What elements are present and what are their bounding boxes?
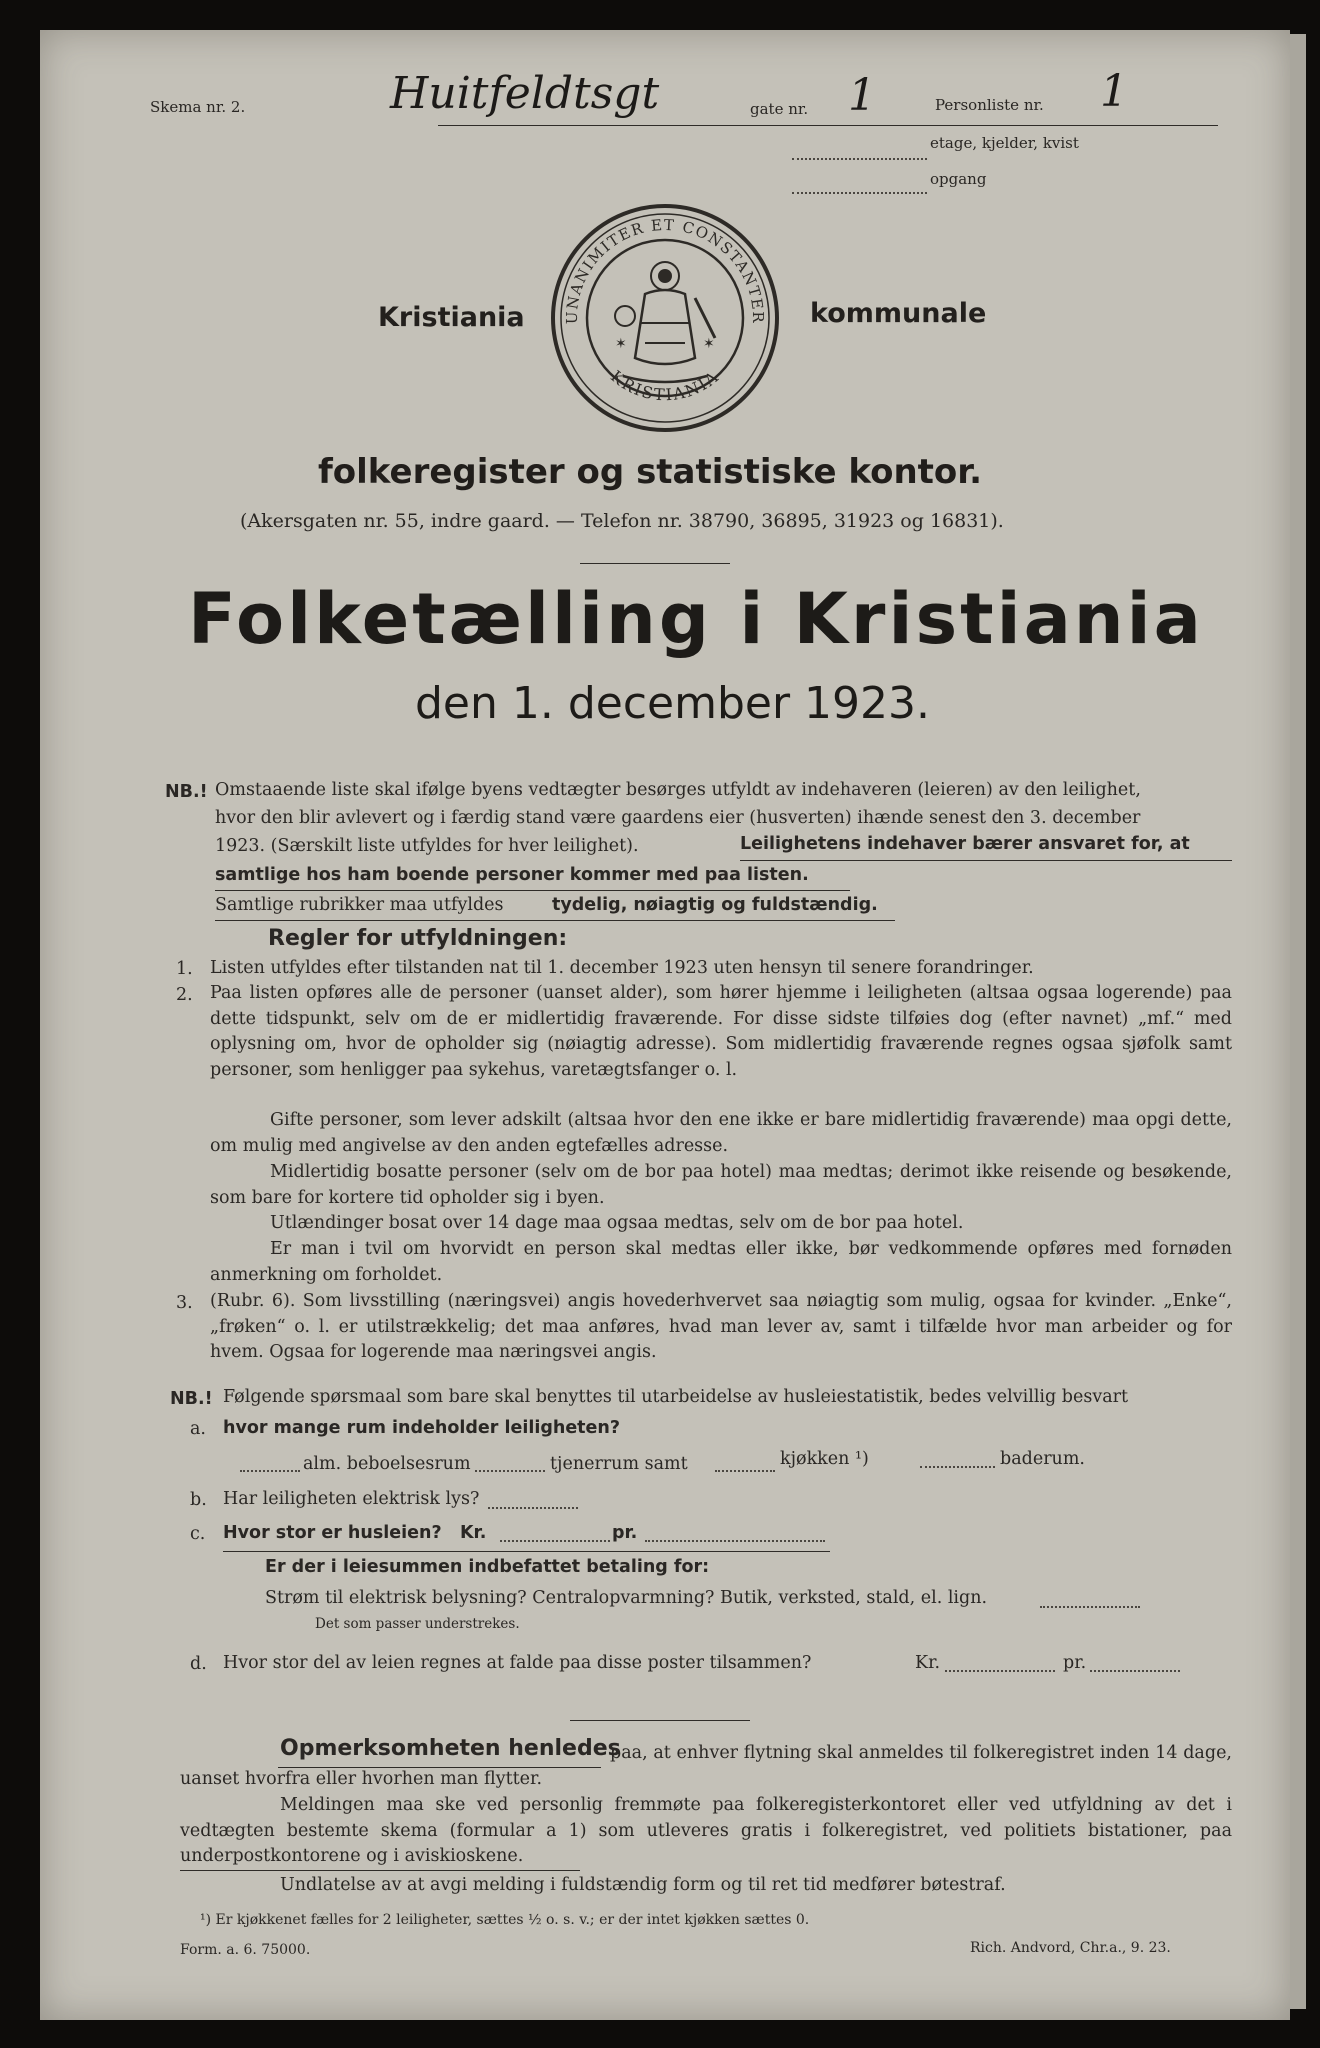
husleie-kr-label: Kr. bbox=[460, 1523, 487, 1543]
personliste-label: Personliste nr. bbox=[935, 96, 1044, 114]
svg-text:KRISTIANIA bbox=[607, 367, 723, 405]
rule-3-text: (Rubr. 6). Som livsstilling (næringsvei) angis hovederhvervet saa nøiagtig som mulig, ogsaa for kvinder. „Enke“, „frøken“ o. l. er utilstrækkelig; det maa anføres, hvad man lever av, samt i tilfælde hvor man arbeider og for hvem. Ogsaa for logerende maa næringsvei angis. bbox=[210, 1291, 1232, 1362]
question-c-items: Strøm til elektrisk belysning? Centralopvarmning? Butik, verksted, stald, el. lign. bbox=[265, 1588, 988, 1608]
nb1-label: NB.! bbox=[165, 782, 208, 802]
question-b-label: b. bbox=[190, 1490, 207, 1510]
nb1-underline-3 bbox=[215, 920, 895, 921]
opgang-label: opgang bbox=[930, 170, 987, 188]
husleie-pr-field[interactable] bbox=[645, 1540, 825, 1542]
header-underline bbox=[438, 125, 1218, 126]
street-name-handwritten: Huitfeldtsgt bbox=[390, 68, 660, 119]
etage-field[interactable] bbox=[792, 158, 927, 160]
question-c-text: Hvor stor er husleien? bbox=[223, 1523, 442, 1543]
nb2-intro: Følgende spørsmaal som bare skal benyttes til utarbeidelse av husleiestatistik, bedes velvillig besvart bbox=[223, 1387, 1129, 1407]
rule-1-number: 1. bbox=[176, 959, 193, 979]
rule-2-paragraph-3: Midlertidig bosatte personer (selv om de bor paa hotel) maa medtas; derimot ikke reisende og besøkende, som bare for kortere tid opholder sig i byen. bbox=[210, 1162, 1232, 1208]
skema-number: Skema nr. 2. bbox=[150, 98, 246, 116]
nb1-underline-2 bbox=[215, 890, 850, 891]
question-d-text: Hvor stor del av leien regnes at falde paa disse poster tilsammen? bbox=[223, 1653, 812, 1673]
nb1-line2: hvor den blir avlevert og i færdig stand være gaardens eier (husverten) ihænde senest den 3. december bbox=[215, 808, 1141, 828]
rule-1-text: Listen utfyldes efter tilstanden nat til 1. december 1923 uten hensyn til senere forandringer. bbox=[210, 958, 1034, 978]
kjokken-field[interactable] bbox=[715, 1470, 775, 1472]
footnote: ¹) Er kjøkkenet fælles for 2 leiligheter, sættes ½ o. s. v.; er der intet kjøkken sættes 0. bbox=[200, 1912, 810, 1928]
kjokken-label: kjøkken ¹) bbox=[780, 1449, 869, 1469]
rule-2-paragraph-4: Utlændinger bosat over 14 dage maa ogsaa medtas, selv om de bor paa hotel. bbox=[270, 1213, 964, 1233]
seal-ring-top-text: UNANIMITER ET CONSTANTER bbox=[562, 215, 768, 325]
title-main: Folketælling i Kristiania bbox=[188, 578, 1204, 660]
notice-underline bbox=[180, 1870, 580, 1871]
question-d-label: d. bbox=[190, 1654, 207, 1674]
husleie-pr-label: pr. bbox=[612, 1523, 638, 1543]
question-b-text: Har leiligheten elektrisk lys? bbox=[223, 1489, 480, 1509]
beboelsesrum-label: alm. beboelsesrum bbox=[303, 1454, 471, 1474]
question-a-text: hvor mange rum indeholder leiligheten? bbox=[223, 1418, 621, 1438]
nb1-line4: samtlige hos ham boende personer kommer med paa listen. bbox=[215, 865, 809, 885]
notice-paragraph-1: paa, at enhver flytning skal anmeldes til folkeregistret inden 14 dage, uanset hvorfra eller hvorhen man flytter. bbox=[180, 1743, 1232, 1789]
kommunale-word: kommunale bbox=[810, 298, 987, 329]
kristiania-seal-icon bbox=[545, 198, 785, 438]
rule-2-paragraph-2: Gifte personer, som lever adskilt (altsaa hvor den ene ikke er bare midlertidig fraværende) maa opgi dette, om mulig med angivelse av den anden egtefælles adresse. bbox=[210, 1110, 1232, 1156]
baderum-field[interactable] bbox=[920, 1466, 995, 1468]
nb1-line5b: tydelig, nøiagtig og fuldstændig. bbox=[552, 895, 878, 915]
kristiania-word: Kristiania bbox=[378, 302, 525, 333]
elektrisk-lys-field[interactable] bbox=[488, 1507, 578, 1509]
rule-2-paragraph-1: Paa listen opføres alle de personer (uanset alder), som hører hjemme i leiligheten (altsaa ogsaa logerende) paa dette tidspunkt, selv om de er midlertidig fraværende. For disse sidste tilføies dog (efter navnet) „mf.“ med oplysning om, hvor de opholder sig (nøiagtig adresse). Som midlertidig fraværende regnes ogsaa sjøfolk samt personer, som henligger paa sykehus, varetægtsfanger o. l. bbox=[210, 983, 1232, 1080]
tjenerrum-label: tjenerrum samt bbox=[550, 1454, 688, 1474]
d-kr-label: Kr. bbox=[915, 1653, 941, 1673]
opgang-field[interactable] bbox=[792, 192, 927, 194]
census-form-sheet bbox=[40, 30, 1290, 2020]
question-c-subheading: Er der i leiesummen indbefattet betaling for: bbox=[265, 1557, 710, 1577]
notice-heading: Opmerksomheten henledes bbox=[280, 1736, 621, 1761]
notice-paragraph-2: Meldingen maa ske ved personlig fremmøte paa folkeregisterkontoret eller ved utfyldning av det i vedtægten bestemte skema (formular a 1) som utleveres gratis i folkeregistret, ved politiets bistationer, paa underpostkontorene og i aviskioskene. bbox=[180, 1795, 1232, 1866]
d-kr-field[interactable] bbox=[945, 1670, 1055, 1672]
other-field[interactable] bbox=[1040, 1606, 1140, 1608]
nb1-line3a: 1923. (Særskilt liste utfyldes for hver leilighet). bbox=[215, 836, 639, 856]
baderum-label: baderum. bbox=[1000, 1449, 1085, 1469]
seal-ring-bottom-text: KRISTIANIA bbox=[607, 366, 723, 405]
svg-text:✶: ✶ bbox=[703, 336, 715, 352]
gate-label: gate nr. bbox=[750, 100, 809, 118]
nb1-line1: Omstaaende liste skal ifølge byens vedtægter besørges utfyldt av indehaveren (leieren) av den leilighet, bbox=[215, 780, 1141, 800]
nb1-line5a: Samtlige rubrikker maa utfyldes bbox=[215, 895, 504, 915]
tjenerrum-field[interactable] bbox=[475, 1470, 545, 1472]
title-date: den 1. december 1923. bbox=[415, 678, 931, 729]
etage-label: etage, kjelder, kvist bbox=[930, 134, 1079, 152]
office-divider bbox=[580, 563, 730, 564]
question-c-underline bbox=[223, 1551, 830, 1552]
husleie-kr-field[interactable] bbox=[500, 1540, 610, 1542]
form-number: Form. a. 6. 75000. bbox=[180, 1942, 311, 1958]
nb1-underline-1 bbox=[740, 860, 1232, 861]
printer-credit: Rich. Andvord, Chr.a., 9. 23. bbox=[970, 1940, 1171, 1956]
personliste-number: 1 bbox=[1100, 66, 1128, 117]
section-divider bbox=[570, 1720, 750, 1721]
question-a-label: a. bbox=[190, 1419, 206, 1439]
rule-3-number: 3. bbox=[176, 1293, 193, 1313]
d-pr-label: pr. bbox=[1063, 1653, 1087, 1673]
svg-text:✶: ✶ bbox=[615, 336, 627, 352]
rule-2-number: 2. bbox=[176, 985, 193, 1005]
nb2-label: NB.! bbox=[170, 1389, 213, 1409]
d-pr-field[interactable] bbox=[1090, 1670, 1180, 1672]
nb1-line3b: Leilighetens indehaver bærer ansvaret for, at bbox=[740, 834, 1190, 854]
question-c-note: Det som passer understrekes. bbox=[315, 1616, 520, 1632]
rules-heading: Regler for utfyldningen: bbox=[268, 926, 568, 951]
beboelsesrum-field[interactable] bbox=[240, 1470, 300, 1472]
office-name: folkeregister og statistiske kontor. bbox=[318, 452, 983, 492]
office-address: (Akersgaten nr. 55, indre gaard. — Telefon nr. 38790, 36895, 31923 og 16831). bbox=[240, 510, 1004, 532]
question-c-label: c. bbox=[190, 1524, 206, 1544]
notice-paragraph-3: Undlatelse av at avgi melding i fuldstændig form og til ret tid medfører bøtestraf. bbox=[280, 1875, 1006, 1895]
rule-2-paragraph-5: Er man i tvil om hvorvidt en person skal medtas eller ikke, bør vedkommende opføres med fornøden anmerkning om forholdet. bbox=[210, 1239, 1232, 1285]
gate-number: 1 bbox=[848, 70, 876, 121]
